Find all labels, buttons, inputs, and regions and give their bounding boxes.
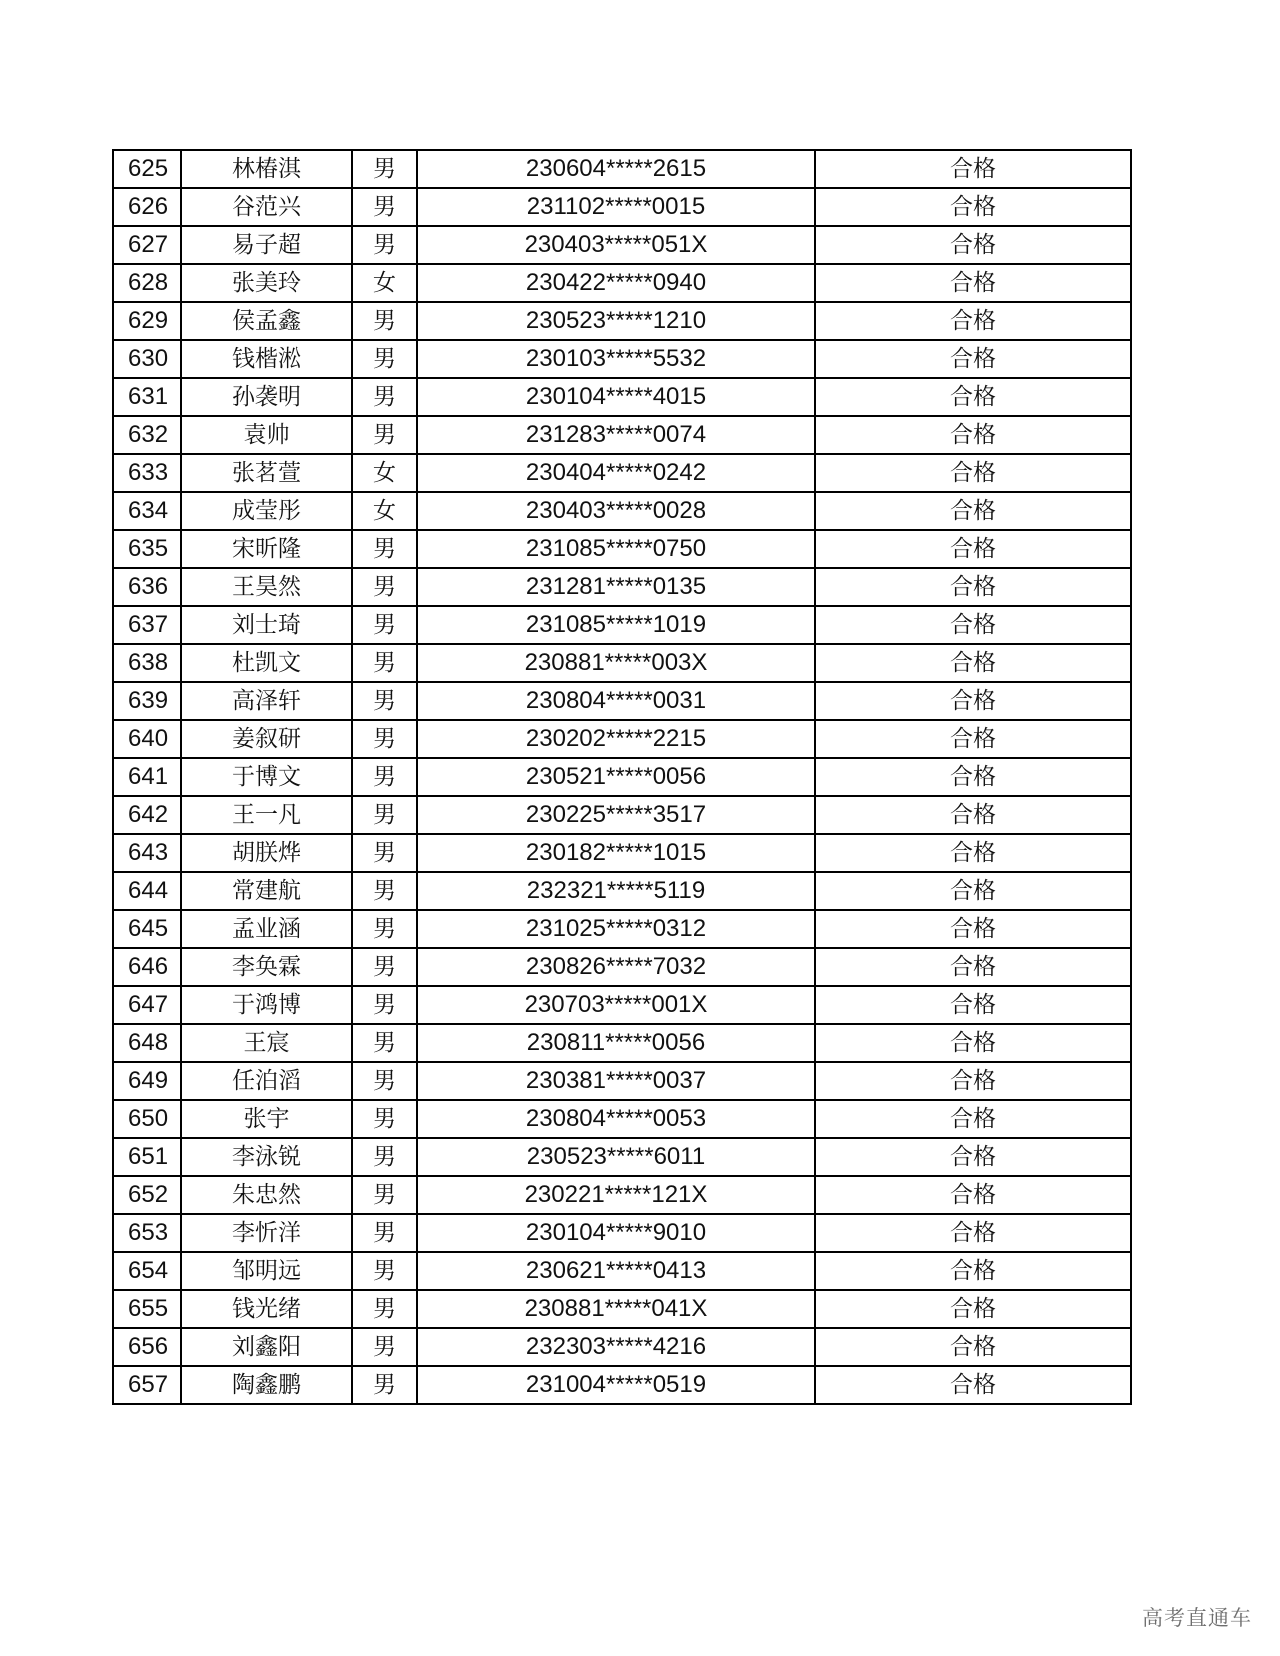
- cell-id-number: 230826*****7032: [417, 948, 815, 986]
- cell-name: 姜叙研: [181, 720, 352, 758]
- cell-gender: 男: [352, 1214, 417, 1252]
- cell-name: 张宇: [181, 1100, 352, 1138]
- table-row: [113, 150, 1131, 188]
- cell-gender: 男: [352, 796, 417, 834]
- cell-number: 655: [113, 1290, 181, 1328]
- cell-name: 宋昕隆: [181, 530, 352, 568]
- cell-result: 合格: [815, 1214, 1131, 1252]
- cell-number: 628: [113, 264, 181, 302]
- table-row: [113, 606, 1131, 644]
- cell-gender: 女: [352, 264, 417, 302]
- cell-id-number: 230521*****0056: [417, 758, 815, 796]
- cell-number: 642: [113, 796, 181, 834]
- table-row: [113, 1366, 1131, 1404]
- cell-result: 合格: [815, 1366, 1131, 1404]
- cell-result: 合格: [815, 948, 1131, 986]
- table-row: [113, 986, 1131, 1024]
- cell-id-number: 230523*****6011: [417, 1138, 815, 1176]
- cell-name: 邹明远: [181, 1252, 352, 1290]
- cell-gender: 男: [352, 834, 417, 872]
- cell-number: 654: [113, 1252, 181, 1290]
- cell-name: 张美玲: [181, 264, 352, 302]
- cell-gender: 男: [352, 682, 417, 720]
- cell-gender: 男: [352, 530, 417, 568]
- cell-gender: 男: [352, 1024, 417, 1062]
- table-row: [113, 454, 1131, 492]
- cell-gender: 男: [352, 568, 417, 606]
- cell-gender: 男: [352, 226, 417, 264]
- cell-name: 易子超: [181, 226, 352, 264]
- cell-gender: 男: [352, 644, 417, 682]
- cell-name: 任泊滔: [181, 1062, 352, 1100]
- table-row: [113, 1024, 1131, 1062]
- cell-name: 于博文: [181, 758, 352, 796]
- cell-number: 651: [113, 1138, 181, 1176]
- table-row: [113, 1176, 1131, 1214]
- cell-result: 合格: [815, 264, 1131, 302]
- cell-result: 合格: [815, 150, 1131, 188]
- cell-gender: 女: [352, 492, 417, 530]
- cell-gender: 男: [352, 1062, 417, 1100]
- cell-id-number: 232303*****4216: [417, 1328, 815, 1366]
- cell-name: 张茗萱: [181, 454, 352, 492]
- cell-name: 钱光绪: [181, 1290, 352, 1328]
- cell-id-number: 230221*****121X: [417, 1176, 815, 1214]
- qualification-table: [112, 149, 1132, 1405]
- table-row: [113, 872, 1131, 910]
- cell-result: 合格: [815, 720, 1131, 758]
- cell-name: 成莹彤: [181, 492, 352, 530]
- cell-result: 合格: [815, 872, 1131, 910]
- cell-result: 合格: [815, 416, 1131, 454]
- cell-id-number: 230404*****0242: [417, 454, 815, 492]
- cell-number: 626: [113, 188, 181, 226]
- cell-gender: 男: [352, 302, 417, 340]
- cell-id-number: 230811*****0056: [417, 1024, 815, 1062]
- cell-id-number: 230881*****003X: [417, 644, 815, 682]
- table-row: [113, 188, 1131, 226]
- table-row: [113, 796, 1131, 834]
- cell-name: 陶鑫鹏: [181, 1366, 352, 1404]
- cell-result: 合格: [815, 188, 1131, 226]
- cell-result: 合格: [815, 758, 1131, 796]
- cell-name: 常建航: [181, 872, 352, 910]
- cell-number: 656: [113, 1328, 181, 1366]
- table-row: [113, 302, 1131, 340]
- cell-gender: 男: [352, 1176, 417, 1214]
- table-row: [113, 834, 1131, 872]
- cell-number: 630: [113, 340, 181, 378]
- cell-number: 637: [113, 606, 181, 644]
- cell-result: 合格: [815, 530, 1131, 568]
- table-body: [113, 150, 1131, 1404]
- cell-id-number: 231281*****0135: [417, 568, 815, 606]
- cell-gender: 男: [352, 1366, 417, 1404]
- table-row: [113, 682, 1131, 720]
- cell-result: 合格: [815, 1252, 1131, 1290]
- cell-result: 合格: [815, 378, 1131, 416]
- cell-name: 袁帅: [181, 416, 352, 454]
- cell-result: 合格: [815, 1138, 1131, 1176]
- cell-id-number: 230881*****041X: [417, 1290, 815, 1328]
- cell-number: 632: [113, 416, 181, 454]
- cell-number: 639: [113, 682, 181, 720]
- cell-number: 648: [113, 1024, 181, 1062]
- cell-gender: 男: [352, 188, 417, 226]
- cell-id-number: 230104*****9010: [417, 1214, 815, 1252]
- cell-name: 谷范兴: [181, 188, 352, 226]
- cell-number: 650: [113, 1100, 181, 1138]
- cell-number: 652: [113, 1176, 181, 1214]
- cell-name: 高泽轩: [181, 682, 352, 720]
- cell-id-number: 230804*****0031: [417, 682, 815, 720]
- cell-id-number: 230225*****3517: [417, 796, 815, 834]
- table-row: [113, 1290, 1131, 1328]
- cell-number: 635: [113, 530, 181, 568]
- cell-id-number: 230523*****1210: [417, 302, 815, 340]
- table-row: [113, 530, 1131, 568]
- cell-number: 643: [113, 834, 181, 872]
- cell-gender: 男: [352, 1100, 417, 1138]
- table-row: [113, 948, 1131, 986]
- cell-id-number: 231102*****0015: [417, 188, 815, 226]
- cell-result: 合格: [815, 340, 1131, 378]
- cell-id-number: 230422*****0940: [417, 264, 815, 302]
- cell-name: 胡朕烨: [181, 834, 352, 872]
- cell-result: 合格: [815, 1100, 1131, 1138]
- cell-result: 合格: [815, 606, 1131, 644]
- cell-result: 合格: [815, 1024, 1131, 1062]
- cell-name: 李泳锐: [181, 1138, 352, 1176]
- table-row: [113, 1328, 1131, 1366]
- cell-number: 627: [113, 226, 181, 264]
- table-row: [113, 910, 1131, 948]
- table-row: [113, 416, 1131, 454]
- cell-name: 朱忠然: [181, 1176, 352, 1214]
- cell-id-number: 230804*****0053: [417, 1100, 815, 1138]
- cell-name: 于鸿博: [181, 986, 352, 1024]
- cell-id-number: 231085*****0750: [417, 530, 815, 568]
- table-row: [113, 340, 1131, 378]
- table-row: [113, 264, 1131, 302]
- cell-id-number: 230104*****4015: [417, 378, 815, 416]
- cell-number: 641: [113, 758, 181, 796]
- cell-id-number: 231085*****1019: [417, 606, 815, 644]
- cell-name: 王宸: [181, 1024, 352, 1062]
- cell-number: 649: [113, 1062, 181, 1100]
- table-row: [113, 1214, 1131, 1252]
- cell-gender: 男: [352, 340, 417, 378]
- cell-gender: 男: [352, 1252, 417, 1290]
- cell-gender: 男: [352, 378, 417, 416]
- cell-result: 合格: [815, 302, 1131, 340]
- table-row: [113, 492, 1131, 530]
- cell-id-number: 230621*****0413: [417, 1252, 815, 1290]
- watermark-text: 高考直通车: [1142, 1606, 1252, 1630]
- table-row: [113, 378, 1131, 416]
- cell-id-number: 230403*****0028: [417, 492, 815, 530]
- table-row: [113, 226, 1131, 264]
- cell-result: 合格: [815, 796, 1131, 834]
- cell-gender: 男: [352, 1290, 417, 1328]
- cell-result: 合格: [815, 568, 1131, 606]
- cell-id-number: 230381*****0037: [417, 1062, 815, 1100]
- cell-gender: 男: [352, 416, 417, 454]
- cell-id-number: 232321*****5119: [417, 872, 815, 910]
- cell-id-number: 230403*****051X: [417, 226, 815, 264]
- cell-name: 刘士琦: [181, 606, 352, 644]
- cell-number: 645: [113, 910, 181, 948]
- cell-gender: 男: [352, 720, 417, 758]
- cell-name: 刘鑫阳: [181, 1328, 352, 1366]
- cell-name: 王一凡: [181, 796, 352, 834]
- cell-id-number: 231025*****0312: [417, 910, 815, 948]
- cell-gender: 男: [352, 150, 417, 188]
- cell-result: 合格: [815, 454, 1131, 492]
- cell-id-number: 231004*****0519: [417, 1366, 815, 1404]
- table-row: [113, 644, 1131, 682]
- cell-gender: 男: [352, 758, 417, 796]
- cell-result: 合格: [815, 1062, 1131, 1100]
- cell-name: 孙袭明: [181, 378, 352, 416]
- cell-number: 633: [113, 454, 181, 492]
- cell-result: 合格: [815, 644, 1131, 682]
- cell-result: 合格: [815, 1290, 1131, 1328]
- cell-gender: 男: [352, 948, 417, 986]
- table-row: [113, 568, 1131, 606]
- cell-result: 合格: [815, 910, 1131, 948]
- cell-number: 629: [113, 302, 181, 340]
- cell-number: 634: [113, 492, 181, 530]
- cell-name: 孟业涵: [181, 910, 352, 948]
- cell-gender: 男: [352, 606, 417, 644]
- cell-number: 653: [113, 1214, 181, 1252]
- cell-result: 合格: [815, 1176, 1131, 1214]
- cell-id-number: 230182*****1015: [417, 834, 815, 872]
- cell-number: 646: [113, 948, 181, 986]
- table-row: [113, 1100, 1131, 1138]
- cell-id-number: 230604*****2615: [417, 150, 815, 188]
- cell-result: 合格: [815, 226, 1131, 264]
- cell-gender: 男: [352, 986, 417, 1024]
- cell-gender: 男: [352, 910, 417, 948]
- cell-id-number: 230103*****5532: [417, 340, 815, 378]
- cell-number: 647: [113, 986, 181, 1024]
- cell-gender: 男: [352, 872, 417, 910]
- cell-result: 合格: [815, 834, 1131, 872]
- cell-number: 638: [113, 644, 181, 682]
- table-row: [113, 1252, 1131, 1290]
- cell-number: 636: [113, 568, 181, 606]
- cell-name: 李奂霖: [181, 948, 352, 986]
- cell-name: 林椿淇: [181, 150, 352, 188]
- cell-name: 李忻洋: [181, 1214, 352, 1252]
- table-row: [113, 720, 1131, 758]
- cell-number: 640: [113, 720, 181, 758]
- cell-result: 合格: [815, 986, 1131, 1024]
- cell-name: 王昊然: [181, 568, 352, 606]
- cell-number: 625: [113, 150, 181, 188]
- cell-gender: 女: [352, 454, 417, 492]
- cell-result: 合格: [815, 1328, 1131, 1366]
- cell-number: 631: [113, 378, 181, 416]
- cell-name: 侯孟鑫: [181, 302, 352, 340]
- cell-name: 钱楷淞: [181, 340, 352, 378]
- cell-id-number: 231283*****0074: [417, 416, 815, 454]
- table-row: [113, 1062, 1131, 1100]
- table-row: [113, 1138, 1131, 1176]
- cell-id-number: 230703*****001X: [417, 986, 815, 1024]
- cell-id-number: 230202*****2215: [417, 720, 815, 758]
- cell-gender: 男: [352, 1328, 417, 1366]
- cell-gender: 男: [352, 1138, 417, 1176]
- cell-number: 644: [113, 872, 181, 910]
- cell-result: 合格: [815, 492, 1131, 530]
- table-row: [113, 758, 1131, 796]
- cell-result: 合格: [815, 682, 1131, 720]
- cell-name: 杜凯文: [181, 644, 352, 682]
- cell-number: 657: [113, 1366, 181, 1404]
